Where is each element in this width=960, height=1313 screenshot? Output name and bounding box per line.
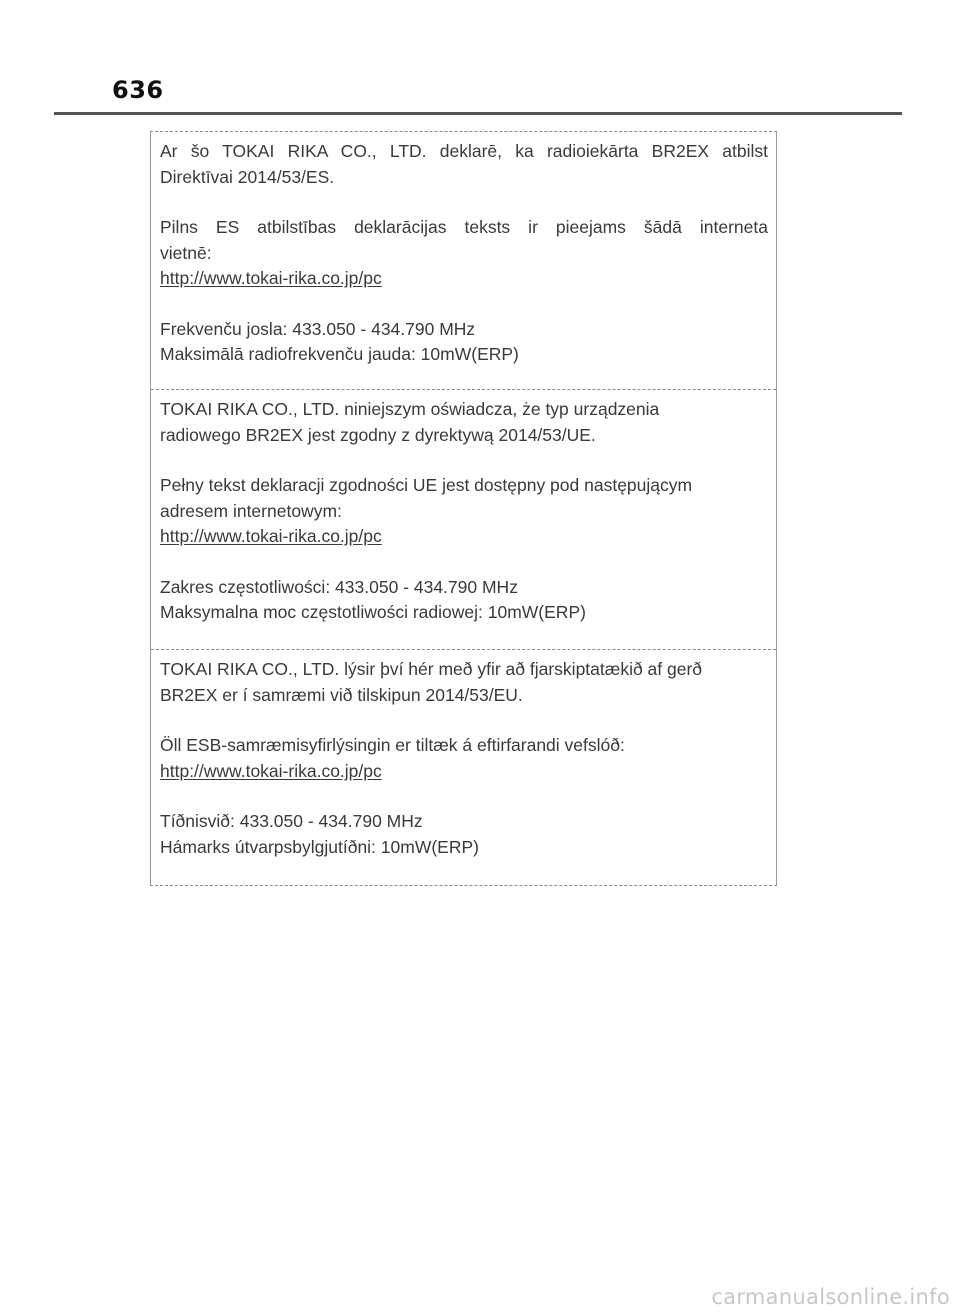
declaration-icelandic [151, 649, 776, 885]
polish-declaration-link[interactable]: http://www.tokai-rika.co.jp/pc [160, 526, 382, 546]
paragraph-gap [160, 448, 768, 473]
declaration-latvian [151, 132, 776, 389]
latvian-intro-line1: Ar šo TOKAI RIKA CO., LTD. deklarē, ka radioiekārta BR2EX atbilst [160, 141, 768, 161]
paragraph-gap [160, 190, 768, 215]
polish-intro-line1: TOKAI RIKA CO., LTD. niniejszym oświadcza, że typ urządzenia [160, 399, 660, 419]
icelandic-max-power: Hámarks útvarpsbylgjutíðni: 10mW(ERP) [160, 836, 479, 857]
declaration-box [150, 131, 777, 886]
latvian-max-power: Maksimālā radiofrekvenču jauda: 10mW(ERP) [160, 344, 519, 364]
paragraph-gap [160, 708, 768, 733]
icelandic-intro-line2: BR2EX er í samræmi við tilskipun 2014/53/EU. [160, 684, 523, 705]
polish-text-line2: adresem internetowym: [160, 500, 342, 521]
page-number: 636 [112, 76, 164, 104]
latvian-text-line2: vietnē: [160, 242, 212, 263]
icelandic-frequency-band: Tíðnisvið: 433.050 - 434.790 MHz [160, 811, 423, 831]
paragraph-gap [160, 550, 768, 575]
icelandic-declaration-link[interactable]: http://www.tokai-rika.co.jp/pc [160, 760, 382, 781]
paragraph-gap [160, 292, 768, 317]
polish-text-line1: Pełny tekst deklaracji zgodności UE jest dostępny pod następującym [160, 475, 693, 495]
latvian-frequency-band: Frekvenču josla: 433.050 - 434.790 MHz [160, 318, 476, 339]
polish-frequency-band: Zakres częstotliwości: 433.050 - 434.790 MHz [160, 576, 518, 597]
icelandic-intro-line1: TOKAI RIKA CO., LTD. lýsir því hér með yfir að fjarskiptatækið af gerð [160, 659, 703, 679]
watermark: carmanualsonline.info [711, 1285, 950, 1309]
paragraph-gap [160, 784, 768, 809]
latvian-text-line1: Pilns ES atbilstības deklarācijas teksts ir pieejams šādā interneta [160, 217, 768, 237]
declaration-polish [151, 389, 776, 649]
polish-max-power: Maksymalna moc częstotliwości radiowej: 10mW(ERP) [160, 602, 586, 622]
icelandic-text-line1: Öll ESB-samræmisyfirlýsingin er tiltæk á eftirfarandi vefslóð: [160, 735, 625, 755]
header-rule [54, 112, 902, 115]
polish-intro-line2: radiowego BR2EX jest zgodny z dyrektywą 2014/53/UE. [160, 424, 596, 445]
latvian-intro-line2: Direktīvai 2014/53/ES. [160, 166, 335, 187]
latvian-declaration-link[interactable]: http://www.tokai-rika.co.jp/pc [160, 268, 382, 288]
